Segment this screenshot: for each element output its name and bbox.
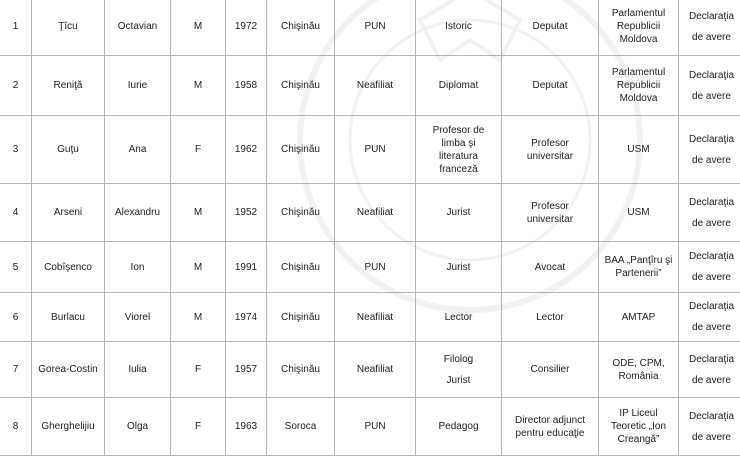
party-cell: PUN [335,398,416,456]
table-row [0,56,740,116]
workplace-cell [599,242,679,293]
declaration-link-line: Declaraţia [688,69,735,81]
occupation-cell [502,398,599,456]
workplace-cell-line: Moldova [619,93,658,104]
profession-cell-line: limba şi [441,137,476,149]
sex-cell: F [171,342,226,398]
workplace-cell-line: Republicii [616,21,661,32]
occupation-cell [502,184,599,242]
declaration-link-line: Declaraţia [688,410,735,422]
occupation-cell-line: pentru educaţie [515,427,585,439]
first-name-cell: Ion [105,242,171,293]
birth-year-cell: 1957 [226,342,267,398]
profession-cell [416,398,502,456]
locality-cell: Chişinău [267,116,335,184]
workplace-cell-line: Parlamentul [611,8,666,19]
profession-cell [416,116,502,184]
profession-cell [416,184,502,242]
table-row [0,116,740,184]
declaration-link[interactable] [679,293,740,342]
surname-cell: Reniţă [32,56,105,116]
table-row [0,293,740,342]
sex-cell: M [171,56,226,116]
row-number: 5 [0,242,32,293]
profession-cell-line: Istoric [445,21,472,32]
workplace-cell [599,56,679,116]
workplace-cell-line: Moldova [619,34,658,45]
occupation-cell [502,116,599,184]
declaration-link[interactable] [679,0,740,56]
declaration-link-line: de avere [692,154,731,166]
birth-year-cell: 1974 [226,293,267,342]
birth-year-cell: 1958 [226,56,267,116]
workplace-cell-line: Partenerii” [615,268,662,279]
workplace-cell-line: Creangă” [617,434,660,445]
locality-cell: Chişinău [267,342,335,398]
first-name-cell: Alexandru [105,184,171,242]
workplace-cell-line: BAA „Panţîru şi [604,255,673,266]
surname-cell: Guţu [32,116,105,184]
sex-cell: M [171,184,226,242]
declaration-link-line: Declaraţia [688,301,735,312]
workplace-cell [599,293,679,342]
surname-cell: Cobîşenco [32,242,105,293]
occupation-cell [502,0,599,56]
table-row [0,398,740,456]
workplace-cell-line: AMTAP [621,311,656,323]
occupation-cell-line: Lector [536,311,564,323]
table-row [0,242,740,293]
row-number: 4 [0,184,32,242]
first-name-cell: Iurie [105,56,171,116]
birth-year-cell: 1962 [226,116,267,184]
party-cell: PUN [335,116,416,184]
surname-cell: Arseni [32,184,105,242]
party-cell: PUN [335,0,416,56]
occupation-cell-line: Consilier [530,364,570,375]
birth-year-cell: 1972 [226,0,267,56]
row-number: 1 [0,0,32,56]
workplace-cell [599,342,679,398]
profession-cell-line: franceză [439,163,478,175]
profession-cell [416,0,502,56]
profession-cell-line: Jurist [446,261,471,273]
profession-cell-line: Jurist [446,374,471,386]
declaration-link-line: de avere [692,272,731,283]
workplace-cell-line: USM [627,207,650,218]
workplace-cell-line: IP Liceul [619,408,658,419]
profession-cell-line: Pedagog [438,421,479,432]
declaration-link-line: Declaraţia [688,133,735,145]
locality-cell: Chişinău [267,56,335,116]
workplace-cell-line: Teoretic „Ion [610,421,667,432]
profession-cell [416,56,502,116]
declaration-link[interactable] [679,184,740,242]
surname-cell: Gorea-Costin [32,342,105,398]
declaration-link-line: de avere [692,322,731,333]
locality-cell: Chişinău [267,293,335,342]
sex-cell: M [171,242,226,293]
occupation-cell-line: Profesor [531,137,569,149]
row-number: 7 [0,342,32,398]
declaration-link-line: Declaraţia [688,196,735,208]
occupation-cell-line: universitar [526,213,574,225]
row-number: 6 [0,293,32,342]
row-number: 8 [0,398,32,456]
birth-year-cell: 1952 [226,184,267,242]
workplace-cell [599,184,679,242]
profession-cell [416,342,502,398]
workplace-cell-line: Republicii [616,80,661,91]
row-number: 2 [0,56,32,116]
first-name-cell: Olga [105,398,171,456]
occupation-cell [502,56,599,116]
surname-cell: Ţîcu [32,0,105,56]
profession-cell-line: Lector [444,311,473,323]
party-cell: Neafiliat [335,56,416,116]
occupation-cell [502,342,599,398]
profession-cell [416,293,502,342]
declaration-link[interactable] [679,116,740,184]
birth-year-cell: 1991 [226,242,267,293]
profession-cell [416,242,502,293]
first-name-cell: Octavian [105,0,171,56]
table-row [0,0,740,56]
sex-cell: F [171,398,226,456]
birth-year-cell: 1963 [226,398,267,456]
first-name-cell: Iulia [105,342,171,398]
workplace-cell [599,0,679,56]
profession-cell-line: Profesor de [432,124,485,136]
occupation-cell [502,293,599,342]
locality-cell: Chişinău [267,0,335,56]
occupation-cell-line: universitar [526,150,574,162]
workplace-cell-line: Parlamentul [611,67,666,78]
profession-cell-line: Diplomat [438,80,479,91]
profession-cell-line: literatura [439,150,478,162]
profession-cell-line: Jurist [446,207,471,218]
declaration-link[interactable] [679,56,740,116]
occupation-cell-line: Avocat [534,261,566,273]
sex-cell: F [171,116,226,184]
sex-cell: M [171,293,226,342]
workplace-cell-line: USM [627,144,650,155]
party-cell: PUN [335,242,416,293]
occupation-cell-line: Director adjunct [514,414,586,426]
table-row [0,342,740,398]
party-cell: Neafiliat [335,184,416,242]
first-name-cell: Ana [105,116,171,184]
occupation-cell-line: Deputat [532,80,568,91]
locality-cell: Soroca [267,398,335,456]
row-number: 3 [0,116,32,184]
party-cell: Neafiliat [335,293,416,342]
surname-cell: Burlacu [32,293,105,342]
declaration-link-line: Declaraţia [688,353,735,365]
occupation-cell-line: Profesor [531,200,569,212]
profession-cell-line: Filolog [443,353,474,365]
party-cell: Neafiliat [335,342,416,398]
declaration-link[interactable] [679,342,740,398]
locality-cell: Chişinău [267,242,335,293]
declaration-link[interactable] [679,398,740,456]
table-row [0,184,740,242]
declaration-link-line: de avere [692,431,731,443]
declaration-link[interactable] [679,242,740,293]
locality-cell: Chişinău [267,184,335,242]
workplace-cell [599,116,679,184]
sex-cell: M [171,0,226,56]
declaration-link-line: de avere [692,90,731,102]
declaration-link-line: de avere [692,217,731,229]
declaration-link-line: Declaraţia [688,10,735,22]
workplace-cell [599,398,679,456]
workplace-cell-line: România [618,370,659,382]
occupation-cell [502,242,599,293]
workplace-cell-line: ODE, CPM, [612,357,665,369]
declaration-link-line: Declaraţia [688,251,735,262]
declaration-link-line: de avere [692,374,731,386]
declaration-link-line: de avere [692,31,731,43]
first-name-cell: Viorel [105,293,171,342]
surname-cell: Gherghelijiu [32,398,105,456]
occupation-cell-line: Deputat [532,21,568,32]
